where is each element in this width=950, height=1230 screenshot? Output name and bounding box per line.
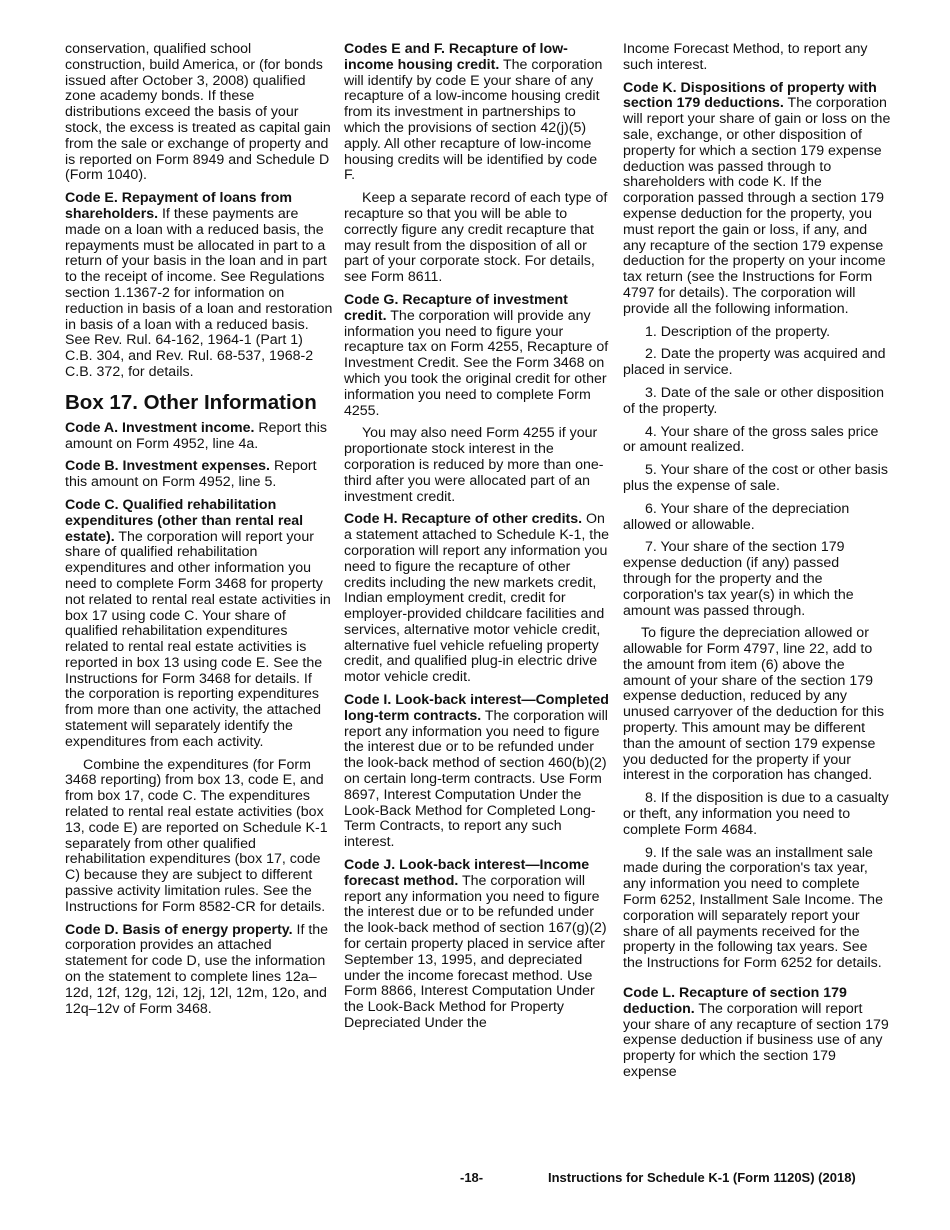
list-item: 5. Your share of the cost or other basis plus the expense of sale. [623, 462, 888, 494]
code-heading: Code I. Look-back interest—Completed long-term contracts. [344, 692, 609, 724]
code-g-paragraph-2: You may also need Form 4255 if your proportionate stock interest in the corporation is reduced by more than one-third after you were allocated part of an investment credit. [344, 425, 604, 505]
page-number: -18- [460, 1170, 484, 1185]
code-heading: Code D. Basis of energy property. [65, 921, 293, 938]
code-heading: Codes E and F. Recapture of low-income housing credit. [344, 41, 568, 73]
code-l-recapture-179: Code L. Recapture of section 179 deduction. The corporation will report your share of any recapture of section 179 expense deduction if business use of any property for which the section 179 expense [623, 985, 889, 1081]
column-middle [344, 42, 612, 1039]
document-title: Instructions for Schedule K-1 (Form 1120S) (2018) [548, 1170, 856, 1185]
codes-e-f-paragraph-2: Keep a separate record of each type of recapture so that you will be able to correctly figure any credit recapture that may result from the disposition of all or part of your corporate stock. For details, see Form 8611. [344, 190, 608, 286]
code-a-investment-income: Code A. Investment income. Report this amount on Form 4952, line 4a. [65, 419, 328, 452]
list-item: 7. Your share of the section 179 expense deduction (if any) passed through for the property and the corporation's tax year(s) in which the amount was passed through. [623, 539, 854, 619]
code-h-other-credits: Code H. Recapture of other credits. On a statement attached to Schedule K-1, the corporation will report any information you need to figure the recapture of other credits including the new markets credit, Indian employment credit, credit for employer-provided childcare facilities and services, alternative motor vehicle credit, alternative fuel vehicle refueling property credit, and qualified plug-in electric drive motor vehicle credit. [344, 511, 610, 686]
code-j-look-back-forecast: Code J. Look-back interest—Income forecast method. The corporation will report any information you need to figure the interest due or to be refunded under the look-back method of section 167(g)(2) for certain property placed in service after September 13, 1995, and depreciated under the income forecast method. Use Form 8866, Interest Computation Under the Look-Back Method for Property Depreciated Under the [344, 857, 607, 1032]
codes-e-f-low-income-housing: Codes E and F. Recapture of low-income housing credit. The corporation will identify by code E your share of any recapture of a low-income housing credit from its investment in partnerships to which the provisions of section 42(j)(5) apply. All other recapture of low-income housing credits will be identified by code F. [344, 41, 603, 184]
list-item: 1. Description of the property. [645, 323, 831, 340]
code-heading: Code H. Recapture of other credits. [344, 511, 583, 528]
code-b-investment-expenses: Code B. Investment expenses. Report this amount on Form 4952, line 5. [65, 458, 317, 491]
code-heading: Code C. Qualified rehabilitation expenditures (other than rental real estate). [65, 496, 304, 545]
code-heading: Code B. Investment expenses. [65, 458, 270, 475]
code-i-look-back-contracts: Code I. Look-back interest—Completed long-term contracts. The corporation will report any information you need to figure the interest due or to be refunded under the look-back method of section 460(b)(2) on certain long-term contracts. Use Form 8697, Interest Computation Under the Look-Back Method for Completed Long-Term Contracts, to report any such interest. [344, 692, 609, 851]
code-heading: Code J. Look-back interest—Income forecast method. [344, 857, 590, 889]
code-heading: Code A. Investment income. [65, 419, 255, 436]
code-c-paragraph-2: Combine the expenditures (for Form 3468 reporting) from box 13, code E, and from box 17, code C. The expenditures related to rental real estate activities (box 13, code E) are reported on Schedule K-1 separately from other qualified rehabilitation expenditures (box 17, code C) because they are subject to different passive activity limitation rules. See the Instructions for Form 8582-CR for details. [65, 756, 328, 915]
list-item: 4. Your share of the gross sales price or amount realized. [623, 423, 879, 456]
list-item: 3. Date of the sale or other disposition of the property. [623, 384, 884, 417]
code-e-repayment-loans: Code E. Repayment of loans from shareholders. If these payments are made on a loan with a reduced basis, the repayments must be allocated in part to a return of your basis in the loan and in part to the receipt of income. See Regulations section 1.1367-2 for information on reduction in basis of a loan and restoration in basis of a loan with a reduced basis. See Rev. Rul. 64-162, 1964-1 (Part 1) C.B. 304, and Rev. Rul. 68-537, 1968-2 C.B. 372, for details. [65, 190, 333, 380]
column-right [623, 42, 891, 1088]
code-heading: Code E. Repayment of loans from shareholders. [65, 190, 293, 222]
list-item: 2. Date the property was acquired and placed in service. [623, 346, 886, 379]
list-item: 9. If the sale was an installment sale made during the corporation's tax year, any information you need to complete Form 6252, Installment Sale Income. The corporation will separately report your share of all payments received for the property in the following tax years. See the Instructions for Form 6252 for details. [623, 844, 883, 972]
paragraph-continued: conservation, qualified school construction, build America, or (for bonds issued after October 3, 2008) qualified zone academy bonds. If these distributions exceed the basis of your stock, the excess is treated as capital gain from the sale or exchange of property and is reported on Form 8949 and Schedule D (Form 1040). [65, 41, 331, 184]
code-heading: Code K. Dispositions of property with section 179 deductions. [623, 79, 877, 112]
box17-heading: Box 17. Other Information [65, 390, 317, 414]
code-g-investment-credit: Code G. Recapture of investment credit. The corporation will provide any information you need to figure your recapture tax on Form 4255, Recapture of Investment Credit. See the Form 3468 on which you took the original credit for other information you need to complete Form 4255. [344, 291, 609, 419]
list-item: 8. If the disposition is due to a casualty or theft, any information you need to complete Form 4684. [623, 790, 889, 838]
list-item: 6. Your share of the depreciation allowed or allowable. [623, 500, 850, 533]
column-left [65, 42, 333, 1024]
depreciation-paragraph: To figure the depreciation allowed or allowable for Form 4797, line 22, add to the amount from item (6) above the amount of your share of the section 179 expense deduction, reduced by any unused carryover of the deduction for this property. This amount may be different than the amount of section 179 expense you deducted for the property if your interest in the corporation has changed. [623, 625, 885, 784]
code-heading: Code L. Recapture of section 179 deduction. [623, 985, 847, 1017]
paragraph-continued: Income Forecast Method, to report any such interest. [623, 41, 868, 73]
code-c-rehabilitation: Code C. Qualified rehabilitation expenditures (other than rental real estate). The corporation will report your share of qualified rehabilitation expenditures and other information you need to complete Form 3468 for property not related to rental real estate activities in box 17 using code C. Your share of qualified rehabilitation expenditures related to rental real estate activities is reported in box 13 using code E. See the Instructions for Form 3468 for details. If the corporation is reporting expenditures from more than one activity, the attached statement will separately identify the expenditures from each activity. [65, 496, 331, 750]
code-k-section-179-dispositions: Code K. Dispositions of property with section 179 deductions. The corporation will report your share of gain or loss on the sale, exchange, or other disposition of property for which a section 179 expense deduction was passed through to shareholders with code K. If the corporation passed through a section 179 expense deduction for the property, you must report the gain or loss, if any, and any recapture of the section 179 expense deduction for the property on your income tax return (see the Instructions for Form 4797 for details). The corporation will provide all the following information. [623, 79, 891, 317]
code-d-energy-property: Code D. Basis of energy property. If the corporation provides an attached statement for code D, use the information on the statement to complete lines 12a–12d, 12f, 12g, 12i, 12j, 12l, 12m, 12o, and 12q–12v of Form 3468. [65, 921, 329, 1017]
code-heading: Code G. Recapture of investment credit. [344, 291, 568, 324]
